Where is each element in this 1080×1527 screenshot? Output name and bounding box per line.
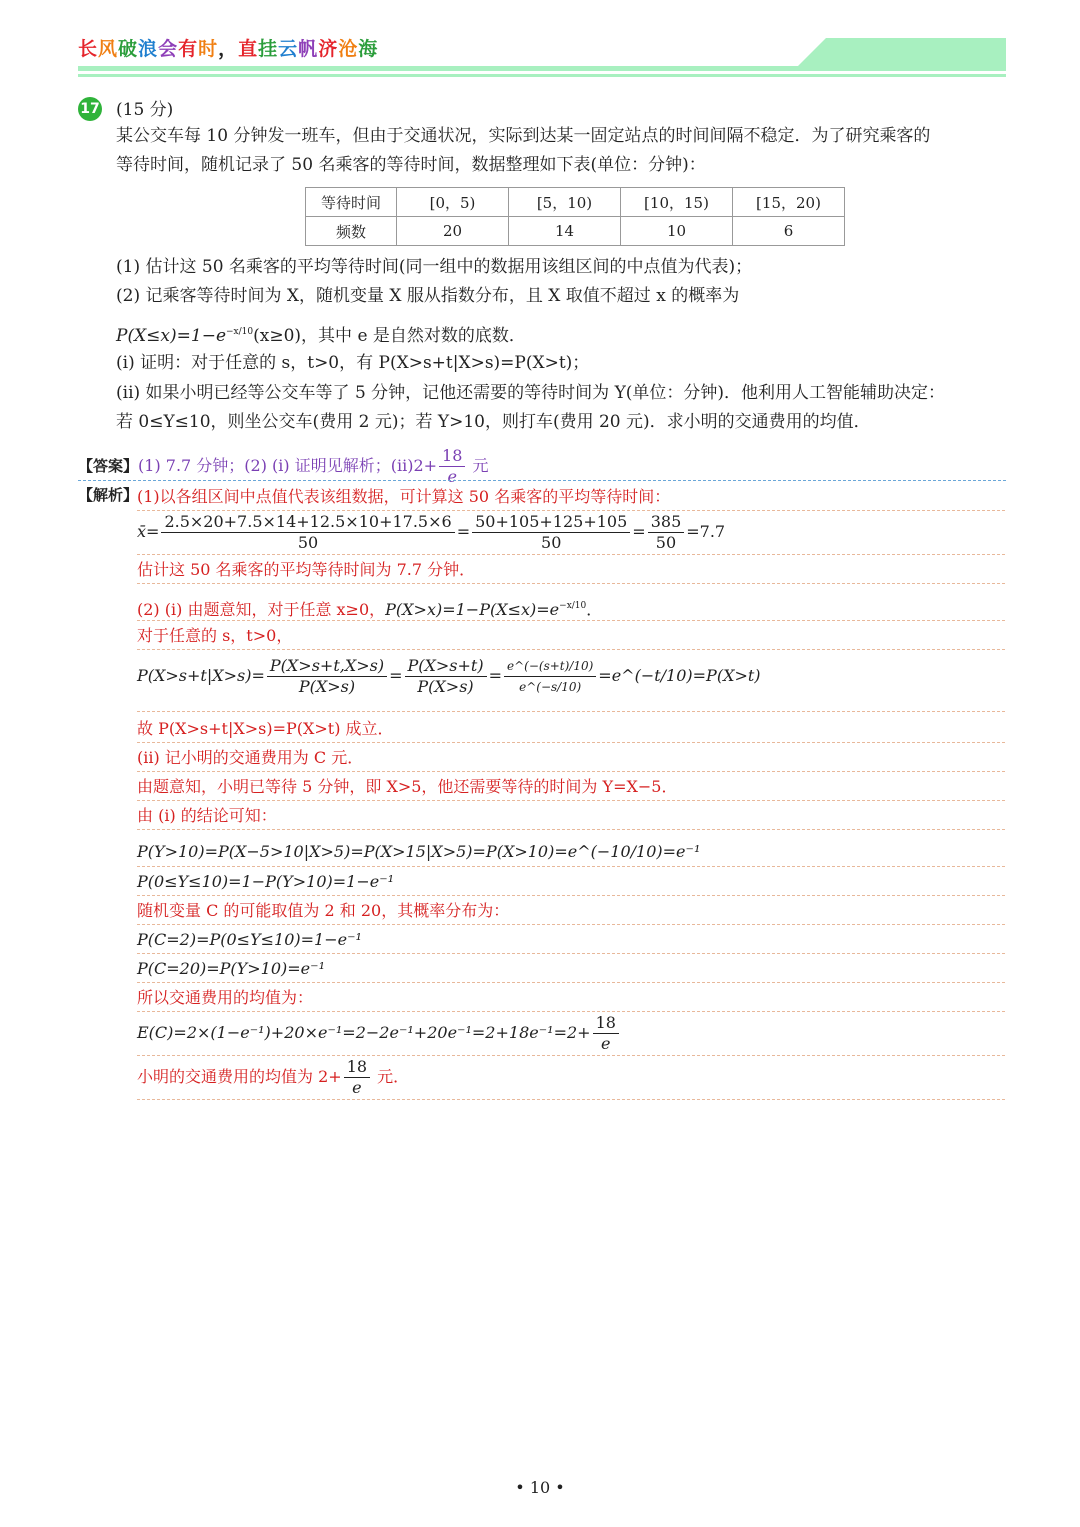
solution-step-7: 故 P(X>s+t|X>s)=P(X>t) 成立． — [137, 715, 1005, 743]
fraction-numerator: 18 — [439, 446, 465, 467]
fraction-denominator: 50 — [297, 533, 319, 552]
solution-step-1: (1)以各组区间中点值代表该组数据，可计算这 50 名乘客的平均等待时间： — [137, 484, 1005, 511]
solution-step-8: (ii) 记小明的交通费用为 C 元． — [137, 744, 1005, 772]
table-cell: [0，5) — [397, 188, 509, 217]
conclusion-fraction — [344, 1057, 370, 1098]
table-cell: [5，10) — [509, 188, 621, 217]
fraction-denominator: 50 — [655, 533, 677, 552]
conditional-fraction-2 — [405, 656, 487, 697]
expectation-formula: E(C)=2×(1−e⁻¹)+20×e⁻¹=2−2e⁻¹+20e⁻¹=2+18e⁻¹=2+ — [137, 1023, 591, 1042]
fraction-numerator: 50+105+125+105 — [472, 512, 630, 533]
table-cell: 10 — [621, 217, 733, 246]
table-cell: [10，15) — [621, 188, 733, 217]
fraction-denominator: P(X>s) — [298, 677, 356, 696]
part-2-i: (i) 证明：对于任意的 s，t>0，有 P(X>s+t|X>s)=P(X>t)； — [116, 353, 590, 373]
table-row-label: 频数 — [306, 217, 397, 246]
fraction-numerator: 385 — [648, 512, 685, 533]
answer-unit: 元 — [467, 456, 489, 475]
solution-step-14: P(C=2)=P(0≤Y≤10)=1−e⁻¹ — [137, 926, 1005, 954]
motto-char: 风 — [98, 38, 119, 60]
mean-result: =7.7 — [686, 522, 726, 541]
table-row-counts — [306, 217, 845, 246]
fraction-numerator: e^(−(s+t)/10) — [504, 656, 596, 677]
answer-divider — [78, 480, 1006, 481]
table-cell: 20 — [397, 217, 509, 246]
conclusion-text: 小明的交通费用的均值为 2+ — [137, 1067, 342, 1086]
fraction-denominator: P(X>s) — [417, 677, 474, 696]
mean-fraction-1 — [161, 512, 454, 553]
conclusion-unit: 元． — [372, 1067, 410, 1086]
step-4-formula: P(X>x)=1−P(X≤x)=e — [385, 600, 560, 619]
fraction-numerator: P(X>s+t) — [405, 656, 487, 677]
part-1: (1) 估计这 50 名乘客的平均等待时间(同一组中的数据用该组区间的中点值为代表)； — [116, 257, 753, 277]
step-4-tail: ． — [586, 600, 603, 619]
part-2-b-formula: P(X≤x)=1−e — [116, 326, 227, 346]
motto-char: 会 — [158, 38, 179, 60]
part-2-b-tail: (x≥0)，其中 e 是自然对数的底数． — [253, 326, 526, 346]
table-cell: [15，20) — [733, 188, 845, 217]
page-header — [78, 30, 1006, 80]
conditional-fraction-3 — [504, 656, 596, 697]
step-4-exponent: −x/10 — [559, 601, 587, 611]
table-row-intervals — [306, 188, 845, 217]
motto-char: 海 — [358, 38, 379, 60]
motto-char: ， — [218, 38, 239, 60]
fraction-denominator: e — [601, 1034, 611, 1053]
solution-tag: 【解析】 — [78, 486, 139, 504]
solution-step-10: 由 (i) 的结论可知： — [137, 802, 1005, 830]
fraction-numerator: 18 — [593, 1013, 619, 1034]
motto-char: 济 — [318, 38, 339, 60]
solution-step-11: P(Y>10)=P(X−5>10|X>5)=P(X>15|X>5)=P(X>10)=e^(−10/10)=e⁻¹ — [137, 838, 1005, 867]
table-header-label: 等待时间 — [306, 188, 397, 217]
mean-fraction-3 — [648, 512, 685, 553]
conditional-fraction-1 — [267, 656, 387, 697]
question-number-badge: 17 — [78, 97, 102, 121]
motto-char: 挂 — [258, 38, 279, 60]
solution-step-2: x̄= $\frac{2.5\times 20+7.5\times 14+12.5\times 10+17.5\times 6}{50}$ = $\frac{50+105+125+105}{50}$ = $\frac{385}{50}$ =7.7 — [137, 512, 1005, 555]
fraction-numerator: 2.5×20+7.5×14+12.5×10+17.5×6 — [161, 512, 454, 533]
page-number: • 10 • — [515, 1478, 565, 1497]
table-cell: 14 — [509, 217, 621, 246]
solution-step-12: P(0≤Y≤10)=1−P(Y>10)=1−e⁻¹ — [137, 868, 1005, 896]
conditional-result: =e^(−t/10)=P(X>t) — [598, 666, 761, 685]
motto-char: 时 — [198, 38, 219, 60]
part-2-ii-b: 若 0≤Y≤10，则坐公交车(费用 2 元)；若 Y>10，则打车(费用 20 元)．求小明的交通费用的均值． — [116, 412, 871, 432]
part-2-a: (2) 记乘客等待时间为 X，随机变量 X 服从指数分布，且 X 取值不超过 x 的概率为 — [116, 286, 740, 306]
motto-char: 直 — [238, 38, 259, 60]
table-cell: 6 — [733, 217, 845, 246]
mean-symbol: x̄= — [137, 522, 160, 541]
step-4-text: (2) (i) 由题意知，对于任意 x≥0， — [137, 600, 386, 619]
frequency-table — [305, 187, 845, 246]
expectation-fraction — [593, 1013, 619, 1054]
motto-char: 有 — [178, 38, 199, 60]
conditional-lhs: P(X>s+t|X>s)= — [137, 666, 265, 685]
fraction-denominator: 50 — [541, 533, 562, 552]
solution-step-17 — [137, 1013, 1005, 1056]
question-score: (15 分) — [116, 100, 174, 120]
stem-line-2: 等待时间，随机记录了 50 名乘客的等待时间，数据整理如下表(单位：分钟)： — [116, 155, 706, 175]
motto-char: 帆 — [298, 38, 319, 60]
solution-step-9: 由题意知，小明已等待 5 分钟，即 X>5，他还需要等待的时间为 Y=X−5． — [137, 773, 1005, 801]
solution-step-6: P(X>s+t|X>s)= $\frac{P(X>s+t,X>s)}{P(X>s)}$ = $\frac{P(X>s+t)}{P(X>s)}$ = $\frac{e\^{}(-(s+t)/10)}{e\^{}(-s/10)}$ =e^(−t/10)=P(X>t) — [137, 656, 1005, 712]
part-2-b-exponent: −x/10 — [226, 327, 254, 337]
fraction-denominator: e — [447, 467, 457, 486]
solution-step-3: 估计这 50 名乘客的平均等待时间为 7.7 分钟． — [137, 556, 1005, 584]
answer-tag: 【答案】 — [78, 457, 139, 475]
fraction-numerator: 18 — [344, 1057, 370, 1078]
solution-step-13: 随机变量 C 的可能取值为 2 和 20，其概率分布为： — [137, 897, 1005, 925]
solution-step-16: 所以交通费用的均值为： — [137, 984, 1005, 1012]
solution-step-5: 对于任意的 s，t>0， — [137, 622, 1005, 650]
fraction-numerator: P(X>s+t,X>s) — [267, 656, 387, 677]
mean-fraction-2 — [472, 512, 630, 553]
header-motto — [78, 34, 378, 61]
stem-line-1: 某公交车每 10 分钟发一班车，但由于交通状况，实际到达某一固定站点的时间间隔不稳定．为了研究乘客的 — [116, 126, 931, 146]
fraction-denominator: e^(−s/10) — [519, 680, 582, 694]
motto-char: 云 — [278, 38, 299, 60]
part-2-ii-a: (ii) 如果小明已经等公交车等了 5 分钟，记他还需要的等待时间为 Y(单位：分钟)．他利用人工智能辅助决定： — [116, 383, 946, 403]
motto-char: 浪 — [138, 38, 159, 60]
fraction-denominator: e — [352, 1078, 362, 1097]
answer-text: (1) 7.7 分钟；(2) (i) 证明见解析；(ii)2+ — [138, 456, 438, 475]
solution-step-4 — [137, 592, 1005, 621]
motto-char: 长 — [78, 38, 99, 60]
motto-char: 沧 — [338, 38, 359, 60]
solution-step-18 — [137, 1057, 1005, 1100]
solution-step-15: P(C=20)=P(Y>10)=e⁻¹ — [137, 955, 1005, 983]
motto-char: 破 — [118, 38, 139, 60]
part-2-b — [116, 318, 1008, 351]
